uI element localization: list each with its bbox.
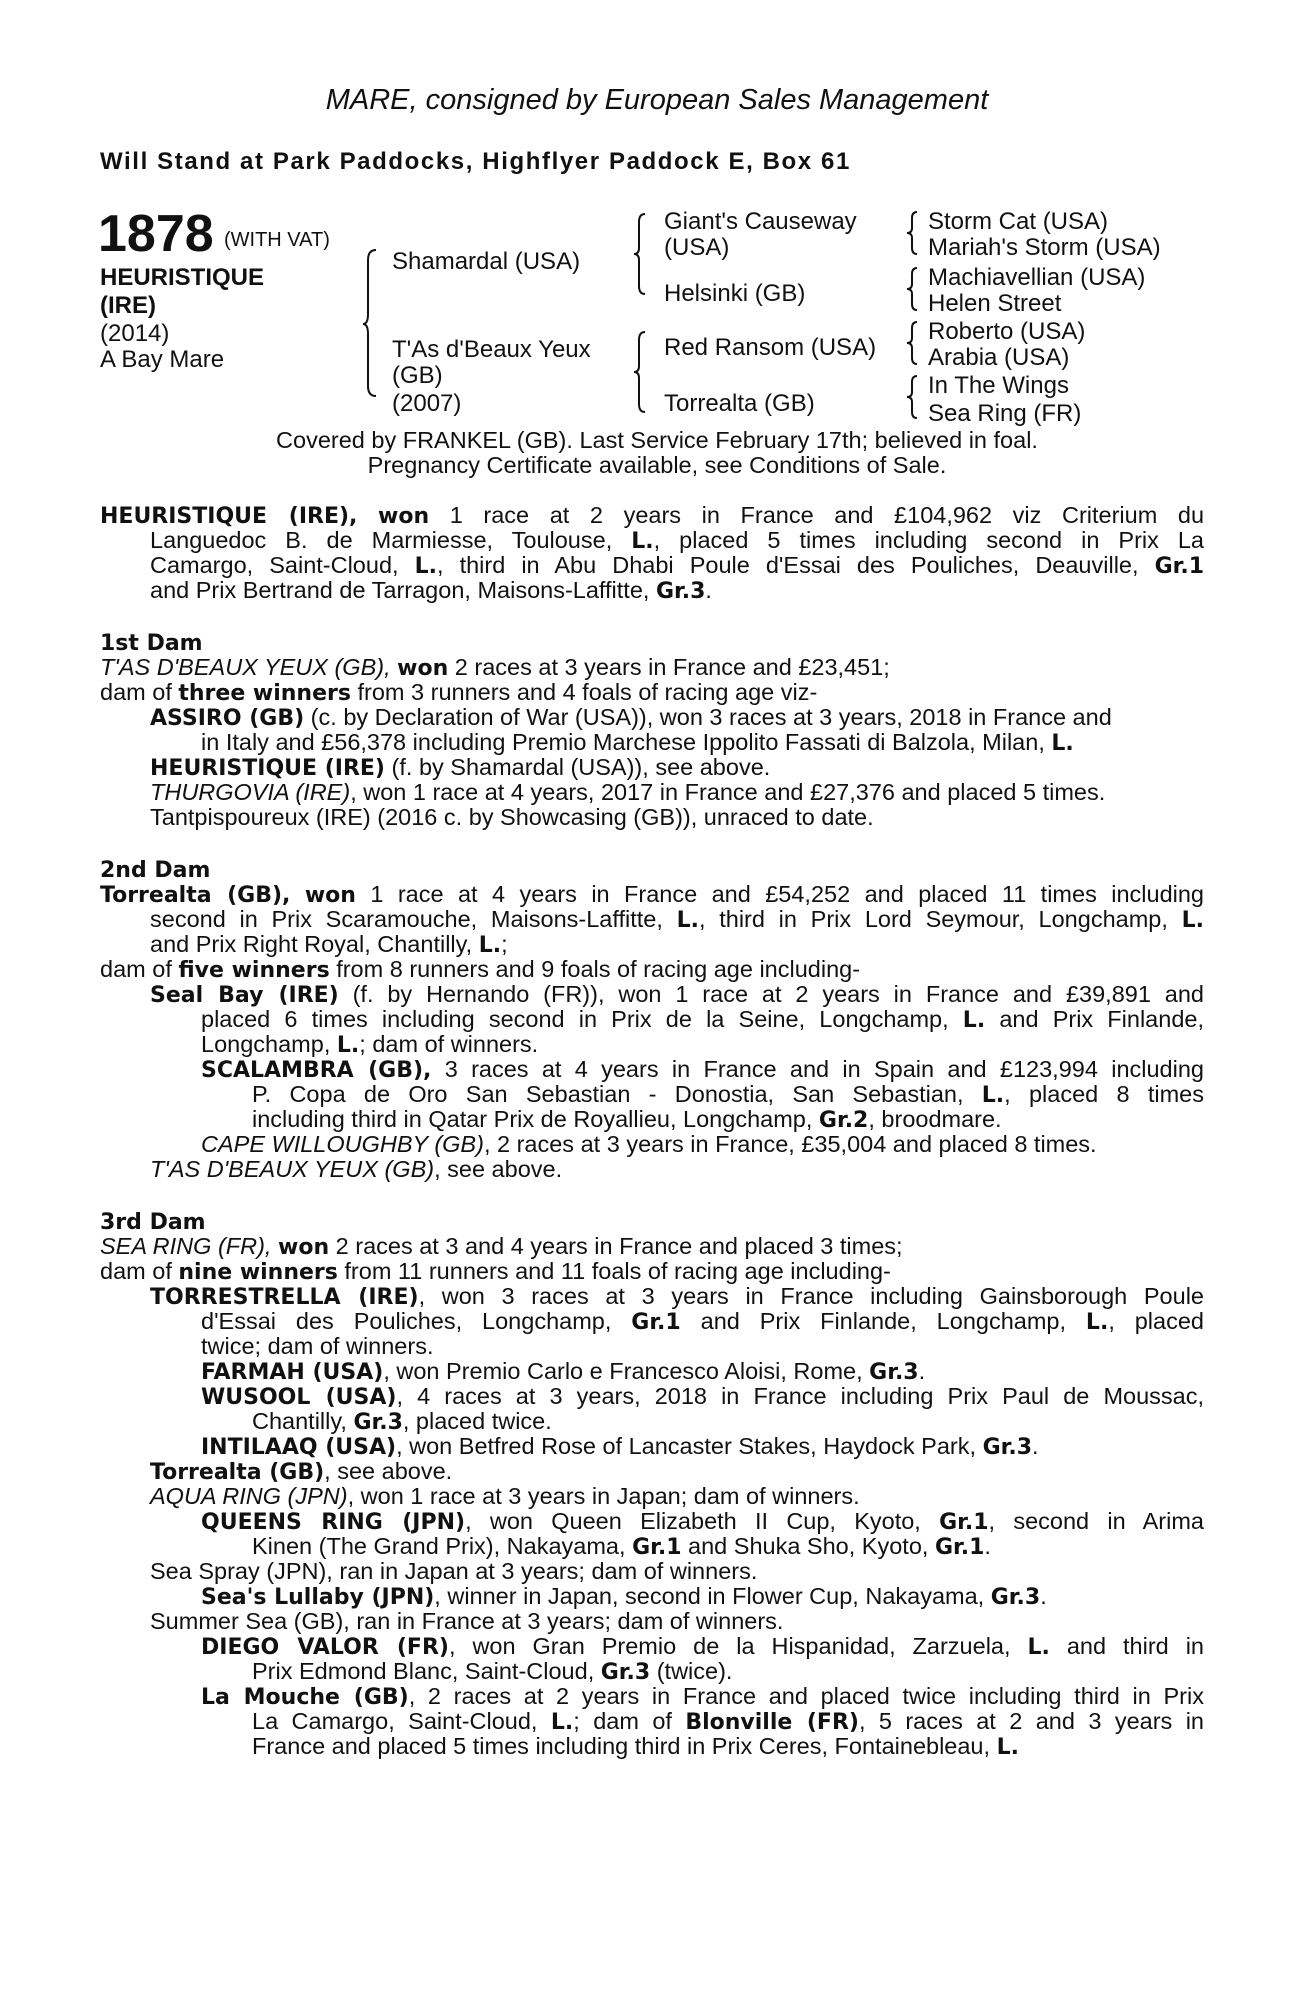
pedigree-brace-main [362, 248, 382, 398]
pedigree-g7: In The Wings [928, 372, 1069, 399]
second-dam-line-2: second in Prix Scaramouche, Maisons-Laffitte, L., third in Prix Lord Seymour, Longchamp, L. [150, 906, 1204, 933]
third-dam-line-1: SEA RING (FR), won 2 races at 3 and 4 years in France and placed 3 times; [100, 1233, 903, 1260]
catalogue-heading: MARE, consigned by European Sales Management [325, 84, 989, 116]
second-dam-line-11: CAPE WILLOUGHBY (GB), 2 races at 3 years in France, £35,004 and placed 8 times. [201, 1131, 1097, 1157]
third-dam-line-15: Sea's Lullaby (JPN), winner in Japan, second in Flower Cup, Nakayama, Gr.3. [201, 1583, 1047, 1610]
pedigree-g5: Roberto (USA) [928, 318, 1086, 345]
second-dam-line-5: Seal Bay (IRE) (f. by Hernando (FR)), won 1 race at 2 years in France and £39,891 and [150, 981, 1204, 1008]
second-dam-line-10: including third in Qatar Prix de Royallieu, Longchamp, Gr.2, broodmare. [252, 1106, 1002, 1133]
second-dam-line-4: dam of five winners from 8 runners and 9 foals of racing age including- [100, 956, 861, 983]
third-dam-line-2: dam of nine winners from 11 runners and 11 foals of racing age including- [100, 1258, 891, 1285]
third-dam-line-10: Torrealta (GB), see above. [150, 1458, 453, 1485]
pedigree-g8: Sea Ring (FR) [928, 400, 1082, 427]
first-dam-line-2: dam of three winners from 3 runners and 4 foals of racing age viz- [100, 679, 818, 706]
third-dam-line-17: DIEGO VALOR (FR), won Gran Premio de la Hispanidad, Zarzuela, L. and third in [201, 1633, 1204, 1660]
intro-line-3: Camargo, Saint-Cloud, L., third in Abu Dhabi Poule d'Essai des Pouliches, Deauville, Gr.1 [150, 552, 1205, 579]
second-dam-line-7: Longchamp, L.; dam of winners. [201, 1031, 539, 1058]
first-dam-line-1: T'AS D'BEAUX YEUX (GB), won 2 races at 3 years in France and £23,451; [100, 654, 890, 681]
pedigree-dam: T'As d'Beaux Yeux [392, 336, 591, 363]
first-dam-line-7: Tantpispoureux (IRE) (2016 c. by Showcasing (GB)), unraced to date. [150, 804, 874, 830]
pedigree-sire: Shamardal (USA) [392, 248, 581, 275]
second-dam-line-9: P. Copa de Oro San Sebastian - Donostia, San Sebastian, L., placed 8 times [252, 1081, 1204, 1108]
third-dam-line-20: La Camargo, Saint-Cloud, L.; dam of Blonville (FR), 5 races at 2 and 3 years in [252, 1708, 1204, 1735]
third-dam-line-21: France and placed 5 times including third in Prix Ceres, Fontainebleau, L. [252, 1733, 1019, 1760]
third-dam-line-8: Chantilly, Gr.3, placed twice. [252, 1408, 552, 1435]
foaling-year: (2014) [100, 320, 170, 347]
pedigree-sire-dam: Helsinki (GB) [664, 280, 806, 307]
pedigree-g3: Machiavellian (USA) [928, 264, 1146, 291]
intro-line-4: and Prix Bertrand de Tarragon, Maisons-Laffitte, Gr.3. [150, 577, 712, 604]
second-dam-line-8: SCALAMBRA (GB), 3 races at 4 years in France and in Spain and £123,994 including [201, 1056, 1204, 1083]
pedigree-dam-year: (2007) [392, 390, 462, 417]
third-dam-line-12: QUEENS RING (JPN), won Queen Elizabeth II Cup, Kyoto, Gr.1, second in Arima [201, 1508, 1204, 1535]
covering-note: Covered by FRANKEL (GB). Last Service February 17th; believed in foal. [276, 427, 1038, 453]
first-dam-line-6: THURGOVIA (IRE), won 1 race at 4 years, 2017 in France and £27,376 and placed 5 times. [150, 779, 1106, 805]
pedigree-sire-sire: Giant's Causeway [664, 208, 857, 235]
vat-note: (WITH VAT) [224, 229, 330, 251]
first-dam-line-3: ASSIRO (GB) (c. by Declaration of War (USA)), won 3 races at 3 years, 2018 in France and [150, 704, 1112, 731]
horse-description: A Bay Mare [100, 346, 225, 373]
third-dam-line-5: twice; dam of winners. [201, 1333, 434, 1359]
pedigree-g4: Helen Street [928, 290, 1062, 317]
pedigree-brace-g2 [906, 266, 920, 312]
pedigree-g2: Mariah's Storm (USA) [928, 234, 1161, 261]
pregnancy-note: Pregnancy Certificate available, see Conditions of Sale. [367, 452, 947, 478]
third-dam-heading: 3rd Dam [100, 1210, 206, 1235]
pedigree-dam-country: (GB) [392, 362, 443, 389]
third-dam-line-3: TORRESTRELLA (IRE), won 3 races at 3 years in France including Gainsborough Poule [150, 1283, 1204, 1310]
stand-location: Will Stand at Park Paddocks, Highflyer Paddock E, Box 61 [100, 148, 851, 175]
pedigree-brace-dam [633, 330, 649, 414]
horse-country: (IRE) [100, 292, 156, 319]
third-dam-line-14: Sea Spray (JPN), ran in Japan at 3 years; dam of winners. [150, 1558, 758, 1584]
intro-line-1: HEURISTIQUE (IRE), won 1 race at 2 years in France and £104,962 viz Criterium du [100, 502, 1205, 529]
pedigree-g1: Storm Cat (USA) [928, 208, 1109, 235]
third-dam-line-4: d'Essai des Pouliches, Longchamp, Gr.1 and Prix Finlande, Longchamp, L., placed [201, 1308, 1204, 1335]
first-dam-heading: 1st Dam [100, 631, 203, 656]
pedigree-dam-sire: Red Ransom (USA) [664, 334, 877, 361]
pedigree-sire-sire-country: (USA) [664, 234, 730, 261]
second-dam-line-3: and Prix Right Royal, Chantilly, L.; [150, 931, 508, 958]
pedigree-brace-g1 [906, 210, 920, 256]
lot-number: 1878 [98, 205, 214, 263]
pedigree-brace-g3 [906, 320, 920, 366]
third-dam-line-11: AQUA RING (JPN), won 1 race at 3 years in Japan; dam of winners. [150, 1483, 860, 1509]
second-dam-line-12: T'AS D'BEAUX YEUX (GB), see above. [150, 1156, 563, 1182]
pedigree-dam-dam: Torrealta (GB) [664, 390, 815, 417]
third-dam-line-16: Summer Sea (GB), ran in France at 3 years; dam of winners. [150, 1608, 784, 1634]
first-dam-line-4: in Italy and £56,378 including Premio Marchese Ippolito Fassati di Balzola, Milan, L. [201, 729, 1074, 756]
third-dam-line-7: WUSOOL (USA), 4 races at 3 years, 2018 in France including Prix Paul de Moussac, [201, 1383, 1205, 1410]
pedigree-g6: Arabia (USA) [928, 344, 1070, 371]
intro-line-2: Languedoc B. de Marmiesse, Toulouse, L., placed 5 times including second in Prix La [150, 527, 1205, 554]
pedigree-brace-sire [633, 212, 649, 296]
second-dam-line-1: Torrealta (GB), won 1 race at 4 years in France and £54,252 and placed 11 times including [100, 881, 1204, 908]
third-dam-line-13: Kinen (The Grand Prix), Nakayama, Gr.1 and Shuka Sho, Kyoto, Gr.1. [252, 1533, 991, 1560]
second-dam-line-6: placed 6 times including second in Prix de la Seine, Longchamp, L. and Prix Finlande, [201, 1006, 1204, 1033]
third-dam-line-18: Prix Edmond Blanc, Saint-Cloud, Gr.3 (twice). [252, 1658, 733, 1685]
third-dam-line-19: La Mouche (GB), 2 races at 2 years in France and placed twice including third in Prix [201, 1683, 1204, 1710]
horse-name: HEURISTIQUE [100, 264, 265, 291]
pedigree-brace-g4 [906, 374, 920, 420]
second-dam-heading: 2nd Dam [100, 858, 211, 883]
first-dam-line-5: HEURISTIQUE (IRE) (f. by Shamardal (USA)), see above. [150, 754, 771, 781]
third-dam-line-9: INTILAAQ (USA), won Betfred Rose of Lancaster Stakes, Haydock Park, Gr.3. [201, 1433, 1039, 1460]
third-dam-line-6: FARMAH (USA), won Premio Carlo e Francesco Aloisi, Rome, Gr.3. [201, 1358, 926, 1385]
